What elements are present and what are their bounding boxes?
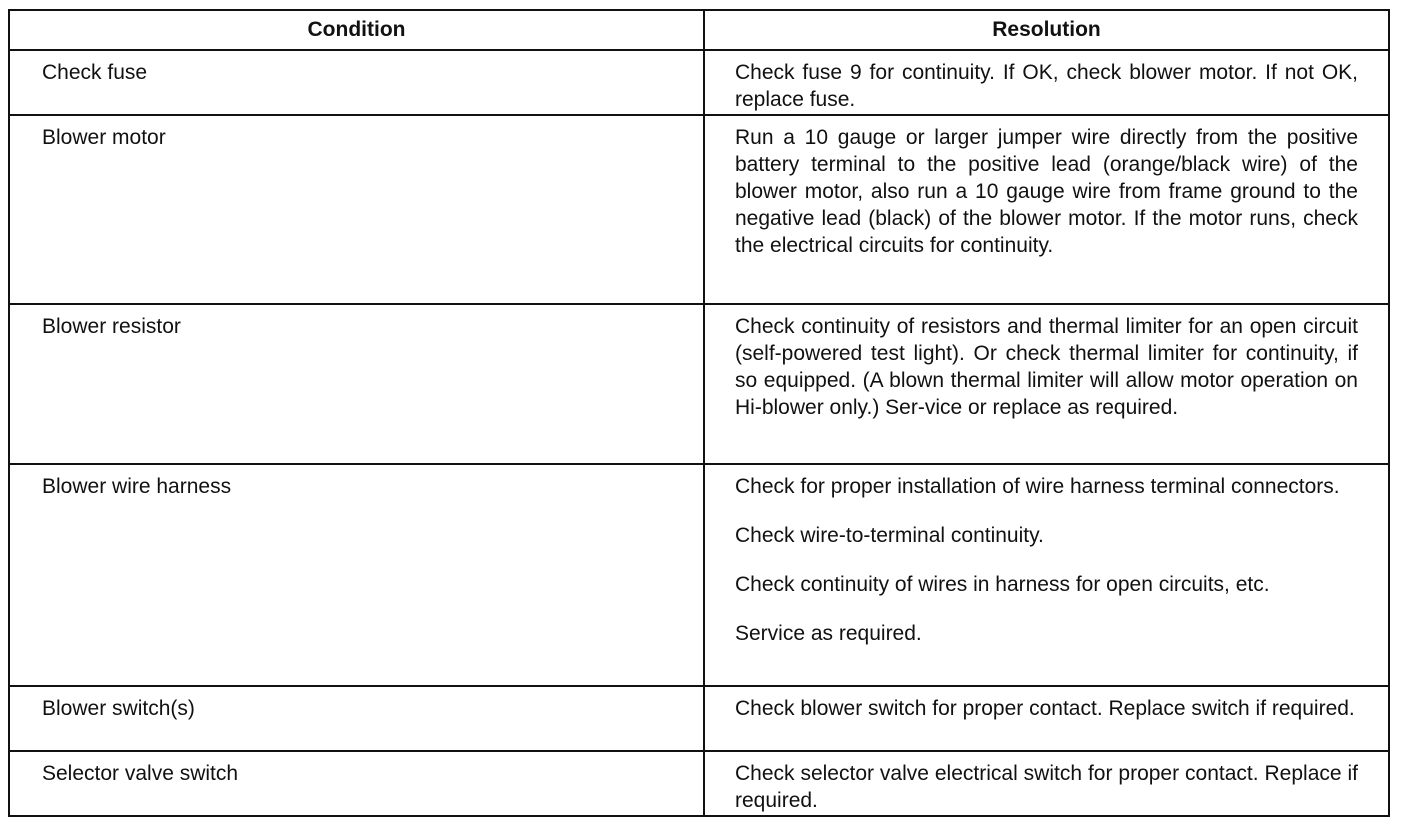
condition-cell: Blower switch(s): [10, 686, 704, 751]
resolution-text: Check continuity of resistors and thermal limiter for an open circuit (self-powered test light). Or check thermal limiter for continuity, if so equipped. (A blown thermal limiter will allow motor operation on Hi-blower only.) Ser-vice or replace as required.: [735, 315, 1358, 420]
table-row: [10, 464, 1388, 686]
resolution-cell: [704, 304, 1388, 464]
condition-header: Condition: [10, 11, 704, 50]
condition-resolution-table: [10, 11, 1388, 815]
resolution-cell: [704, 464, 1388, 686]
table-row: [10, 50, 1388, 115]
resolution-text: Check continuity of wires in harness for open circuits, etc.: [735, 573, 1270, 596]
table-row: [10, 751, 1388, 815]
resolution-cell: [704, 115, 1388, 304]
resolution-header: Resolution: [704, 11, 1388, 50]
resolution-text: Run a 10 gauge or larger jumper wire directly from the positive battery terminal to the positive lead (orange/black wire) of the blower motor, also run a 10 gauge wire from frame ground to the negative lead (black) of the blower motor. If the motor runs, check the electrical circuits for continuity.: [735, 126, 1358, 258]
resolution-text: Check blower switch for proper contact. Replace switch if required.: [735, 696, 1355, 720]
table-row: [10, 115, 1388, 304]
resolution-text: Check wire-to-terminal continuity.: [735, 524, 1044, 547]
resolution-text: Check selector valve electrical switch for proper contact. Replace if required.: [735, 761, 1358, 812]
troubleshooting-table: [8, 9, 1390, 817]
table-row: [10, 304, 1388, 464]
resolution-text: Service as required.: [735, 622, 922, 645]
resolution-cell: [704, 686, 1388, 751]
resolution-cell: [704, 751, 1388, 815]
header-row: [10, 11, 1388, 50]
condition-cell: Selector valve switch: [10, 751, 704, 815]
table-row: [10, 686, 1388, 751]
resolution-cell: [704, 50, 1388, 115]
resolution-text: Check for proper installation of wire harness terminal connectors.: [735, 475, 1340, 498]
condition-cell: Blower motor: [10, 115, 704, 304]
condition-cell: Blower wire harness: [10, 464, 704, 686]
condition-cell: Check fuse: [10, 50, 704, 115]
condition-cell: Blower resistor: [10, 304, 704, 464]
resolution-text: Check fuse 9 for continuity. If OK, check blower motor. If not OK, replace fuse.: [735, 61, 1358, 111]
